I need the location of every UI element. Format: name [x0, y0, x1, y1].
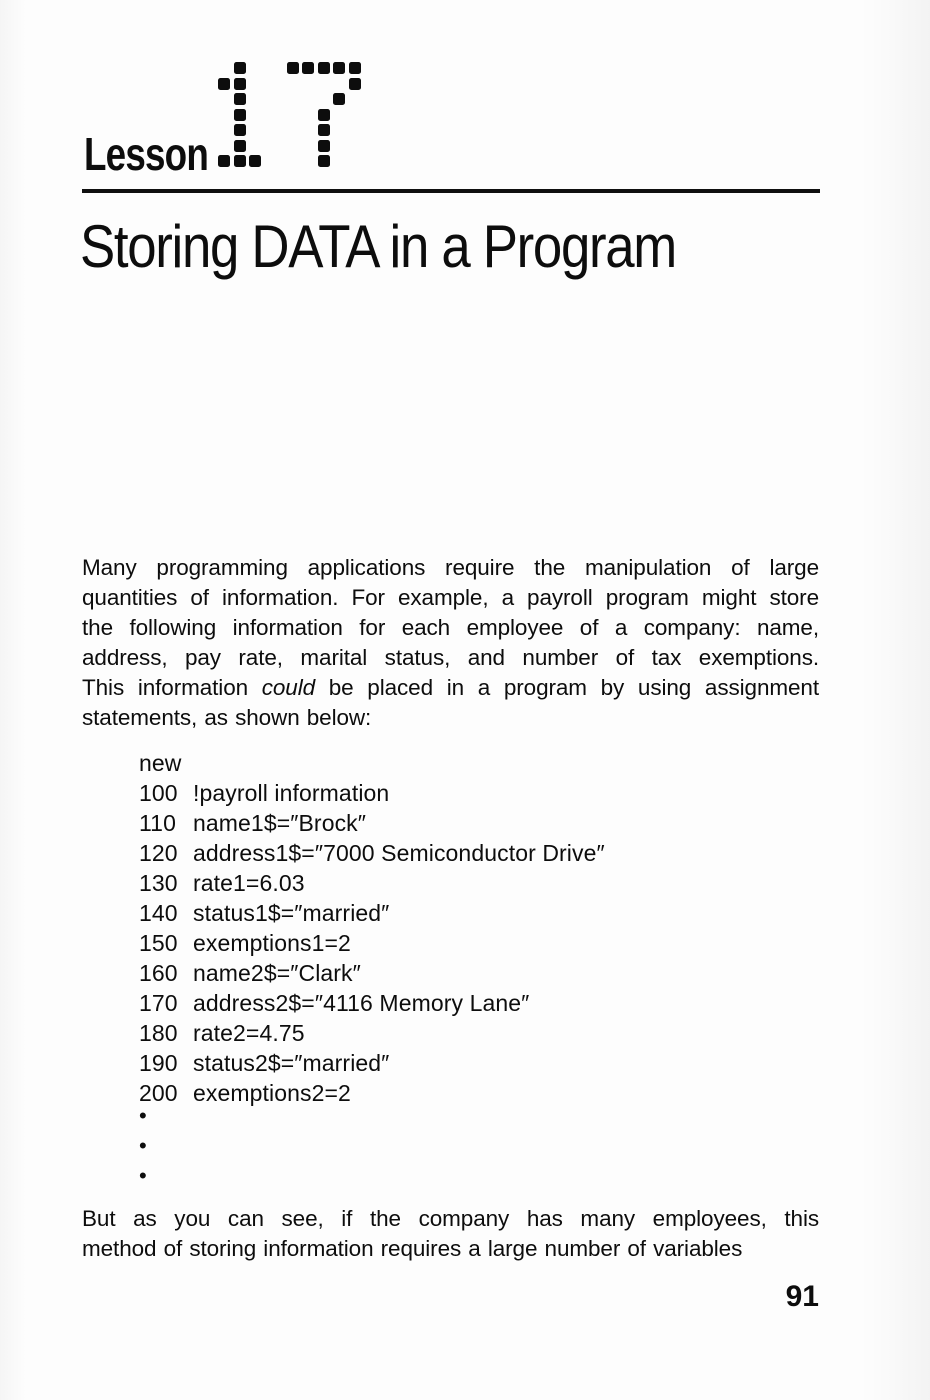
code-line-number: 100 — [139, 780, 178, 806]
lesson-number-17 — [218, 62, 386, 171]
intro-line: statements, as shown below: — [82, 705, 372, 730]
matrix-dot — [318, 155, 330, 167]
intro-paragraph — [82, 553, 819, 733]
matrix-dot — [318, 140, 330, 152]
header-rule — [82, 189, 820, 193]
code-statement: name2$=″Clark″ — [193, 960, 361, 986]
code-line — [139, 958, 605, 988]
ellipsis-dot: • — [139, 1163, 147, 1188]
vertical-ellipsis — [139, 1101, 147, 1191]
matrix-dot — [318, 109, 330, 121]
matrix-dot — [218, 78, 230, 90]
matrix-digit-7 — [287, 62, 365, 171]
intro-line: Many programming applications require the manipulation of large — [82, 555, 819, 580]
code-statement: exemptions1=2 — [193, 930, 351, 956]
closing-paragraph — [82, 1204, 819, 1264]
code-line — [139, 808, 605, 838]
code-line — [139, 1048, 605, 1078]
code-line — [139, 838, 605, 868]
code-line-number: 130 — [139, 870, 178, 896]
intro-line: the following information for each employee of a company: name, — [82, 615, 819, 640]
lesson-label: Lesson — [84, 128, 209, 180]
code-line-number: 140 — [139, 900, 178, 926]
matrix-dot — [318, 124, 330, 136]
code-line-number: 160 — [139, 960, 178, 986]
closing-line: But as you can see, if the company has many employees, this — [82, 1206, 819, 1231]
matrix-dot — [349, 78, 361, 90]
code-line — [139, 748, 605, 778]
intro-line: quantities of information. For example, a payroll program might store — [82, 585, 819, 610]
code-line — [139, 1018, 605, 1048]
ellipsis-dot: • — [139, 1133, 147, 1158]
code-statement: address1$=″7000 Semiconductor Drive″ — [193, 840, 605, 866]
code-statement: status1$=″married″ — [193, 900, 390, 926]
matrix-dot — [234, 62, 246, 74]
ellipsis-dot: • — [139, 1103, 147, 1128]
matrix-dot — [302, 62, 314, 74]
code-statement: name1$=″Brock″ — [193, 810, 367, 836]
code-listing — [139, 748, 605, 1108]
closing-line: method of storing information requires a large number of variables — [82, 1236, 743, 1261]
code-keyword: new — [139, 750, 182, 776]
page-title: Storing DATA in a Program — [80, 213, 676, 280]
code-line-number: 110 — [139, 810, 176, 836]
code-line — [139, 928, 605, 958]
matrix-dot — [349, 62, 361, 74]
matrix-dot — [333, 62, 345, 74]
code-statement: rate1=6.03 — [193, 870, 305, 896]
page-number: 91 — [785, 1280, 819, 1313]
intro-line: address, pay rate, marital status, and number of tax exemptions. — [82, 645, 819, 670]
code-line — [139, 778, 605, 808]
code-line — [139, 988, 605, 1018]
intro-line-with-italic — [82, 673, 819, 703]
matrix-dot — [234, 140, 246, 152]
code-line — [139, 1078, 605, 1108]
matrix-dot — [234, 78, 246, 90]
code-statement: address2$=″4116 Memory Lane″ — [193, 990, 530, 1016]
matrix-dot — [234, 109, 246, 121]
code-line-number: 180 — [139, 1020, 178, 1046]
matrix-dot — [287, 62, 299, 74]
intro-text-post: be placed in a program by using assignment — [315, 675, 819, 700]
intro-italic-word: could — [261, 675, 316, 700]
matrix-dot — [333, 93, 345, 105]
matrix-dot — [234, 155, 246, 167]
code-line — [139, 868, 605, 898]
code-line-number: 190 — [139, 1050, 178, 1076]
code-statement: exemptions2=2 — [193, 1080, 351, 1106]
code-line-number: 170 — [139, 990, 178, 1016]
intro-text-pre: This information — [82, 675, 262, 700]
matrix-dot — [249, 155, 261, 167]
matrix-dot — [234, 93, 246, 105]
code-line-number: 120 — [139, 840, 178, 866]
code-line-number: 200 — [139, 1080, 178, 1106]
matrix-dot — [218, 155, 230, 167]
matrix-dot — [318, 62, 330, 74]
code-statement: rate2=4.75 — [193, 1020, 305, 1046]
matrix-digit-1 — [218, 62, 265, 171]
code-statement: !payroll information — [193, 780, 390, 806]
code-line-number: 150 — [139, 930, 178, 956]
matrix-dot — [234, 124, 246, 136]
code-line — [139, 898, 605, 928]
code-statement: status2$=″married″ — [193, 1050, 390, 1076]
